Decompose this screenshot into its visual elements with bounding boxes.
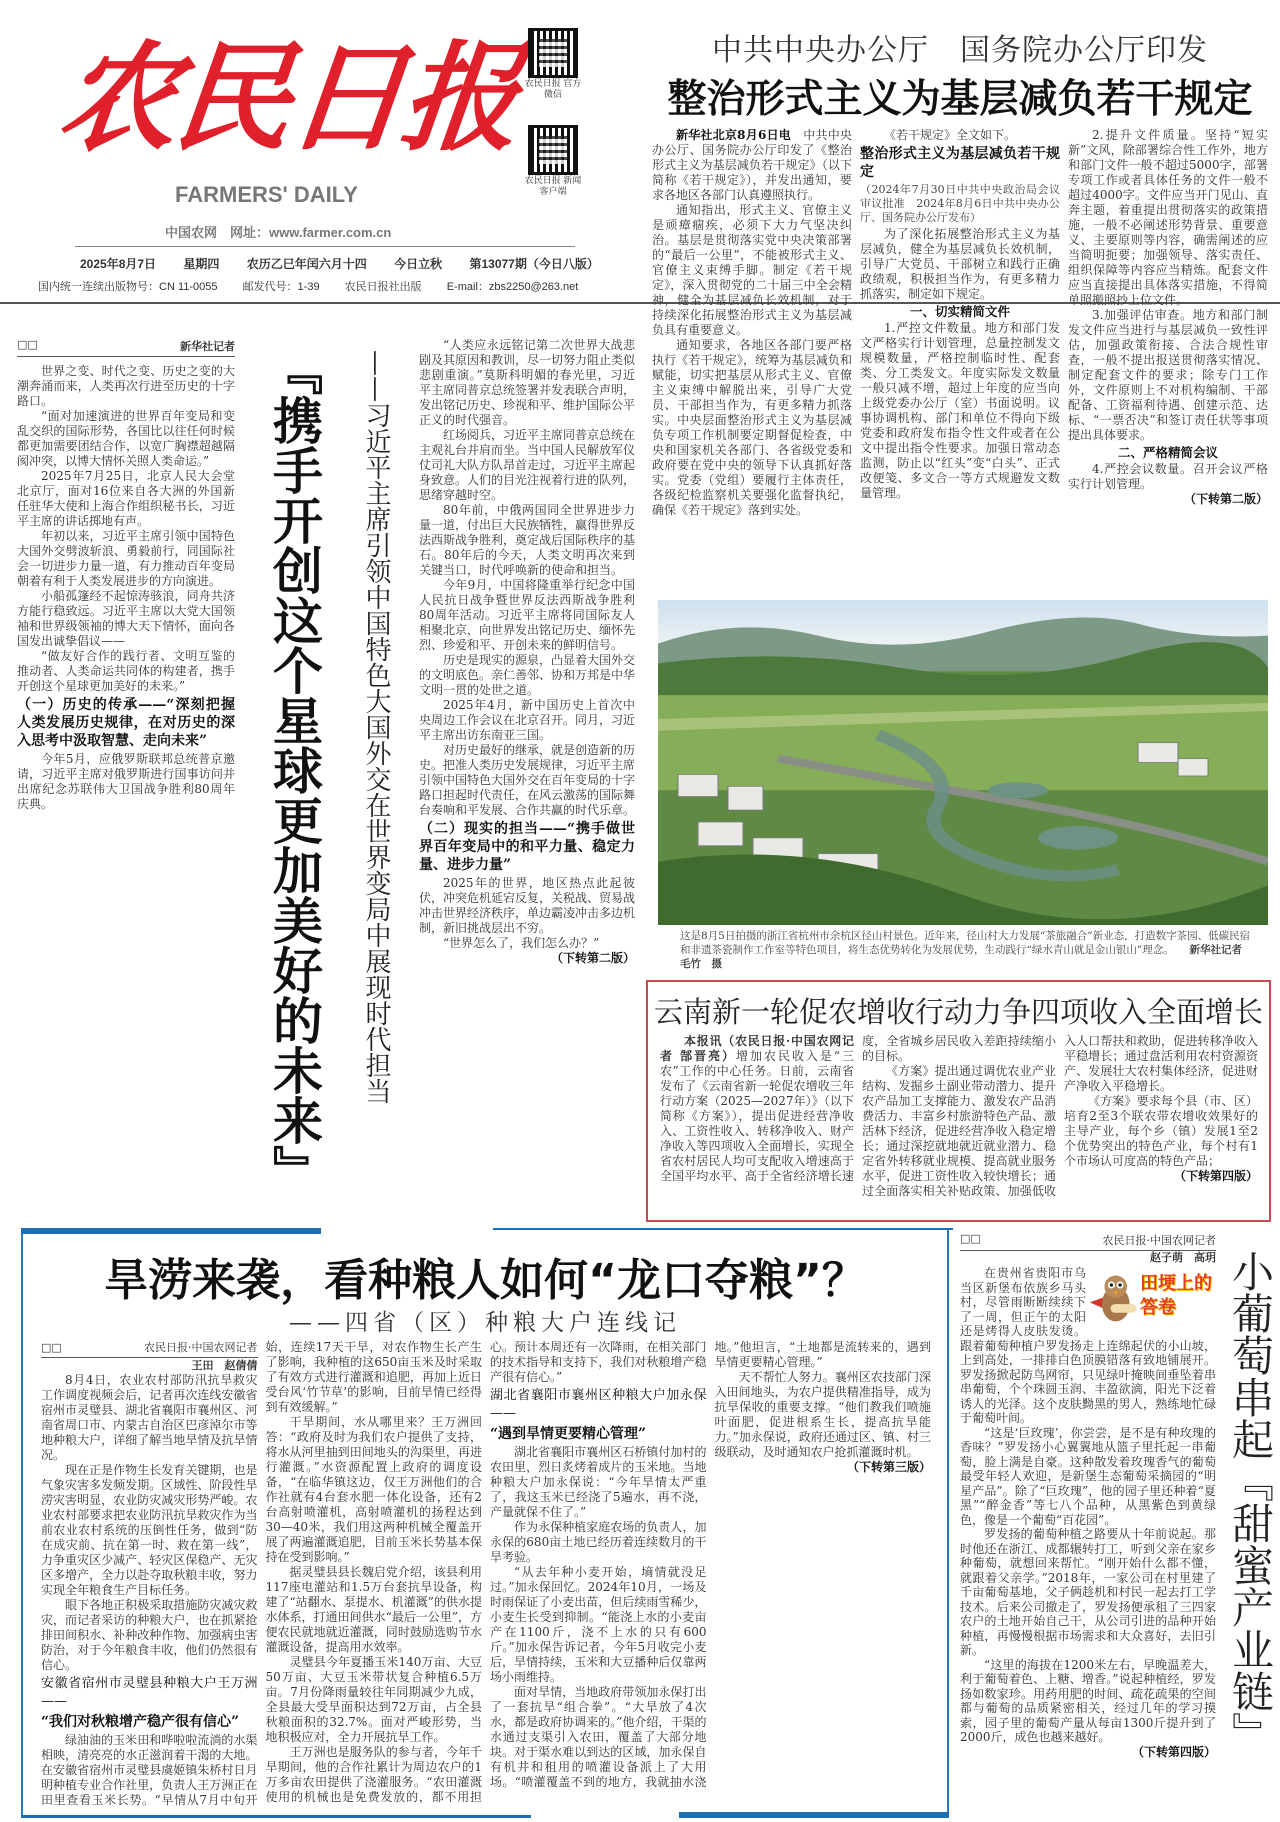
byline-reporters: 赵子萌 高玥 bbox=[1150, 1251, 1216, 1264]
grape-headline[interactable]: 小葡萄串起『甜蜜产业链』 bbox=[1226, 1250, 1275, 1754]
paragraph: “人类应永远铭记第二次世界大战悲剧及其原因和教训，尽一切努力阻止类似悲剧重演。”莫斯科明媚的春光里，习近平主席同普京总统签署并发表联合声明，发出铭记历史、珍视和平、维护国际公平正义的时代强音。 bbox=[419, 338, 635, 427]
village-landscape-photo[interactable] bbox=[658, 600, 1268, 925]
caption-text: 这是8月5日拍摄的浙江省杭州市余杭区径山村景色。近年来，径山村大力发展“茶旅融合”新业态，打造数字茶园、低碳民宿和非遗茶瓷制作工作室等特色项目，将生态优势转化为发展优势，生动践行“绿水青山就是金山银山”理念。 bbox=[680, 930, 1251, 956]
paragraph: 天不帮忙人努力。襄州区农技部门深入田间地头，为农户提供精准指导，成为抗旱保收的重要支撑。“他们教我们喷施叶面肥，促进根系生长，提高抗旱能力。”加永保说，政府还通过区、镇、村三级联动，及时通知农户抢抓灌溉时机。 bbox=[714, 1370, 931, 1459]
paragraph: 为了深化拓展整治形式主义为基层减负，健全为基层减负长效机制，引导广大党员、干部树立和践行正确政绩观，积极担当作为，有更多精力抓落实，制定如下规定。 bbox=[860, 227, 1060, 301]
byline bbox=[41, 1340, 258, 1358]
paragraph: 《方案》提出通过调优农业产业结构、发掘乡土副业带动潜力、提升农产品加工支撑能力、激发农产品消费活力、丰富乡村旅游特色产品、激活林下经济，促进经营净收入稳定增长；通过深挖就地就近就业潜力、稳定省外转移就业规模、提高就业服务水平，促进工资性收入较快增长；通过全面落实相关补贴政策、加强低收入人口帮扶和救助，促进转移净收入平稳增长；通过盘活利用农村资源资产、发展壮大农村集体经济，促进财产净收入平稳增长。 bbox=[862, 1034, 1258, 1198]
lunar-date: 农历乙巳年闰六月十四 bbox=[246, 257, 367, 271]
paragraph: “这里的海拔在1200米左右，早晚温差大，利于葡萄着色、上糖、增香。”说起种植经，罗发扬如数家珍。用药用肥的时间、疏花疏果的空间都与葡萄的品质紧密相关，经过几年的学习摸索，园子里的葡萄产量从每亩1300斤提升到了2000斤，成色也越来越好。 bbox=[960, 1657, 1216, 1744]
publisher: 农民日报社出版 bbox=[344, 281, 422, 293]
paragraph: “从去年种小麦开始，墒情就没足过。”加永保回忆。2024年10月，一场及时雨保证了小麦出苗，但后续雨雪稀少，小麦生长受到抑制。“能浇上水的小麦亩产在1100斤，浇不上水的只有600斤。”加永保告诉记者，今年5月收完小麦后，旱情持续，玉米和大豆播种后仅靠两场小雨维持。 bbox=[490, 1565, 707, 1684]
top-article-body bbox=[652, 128, 1268, 596]
paragraph: 历史是现实的源泉，凸显着大国外交的文明底色。亲仁善邻、协和万邦是中华文明一贯的处世之道。 bbox=[419, 653, 635, 697]
dateline: 新华社北京8月6日电 bbox=[676, 128, 792, 142]
paragraph: 世界之变、时代之变、历史之变的大潮奔涌而来，人类再次行进至历史的十字路口。 bbox=[17, 364, 235, 408]
left-article-col2 bbox=[419, 338, 635, 1208]
paragraph: 2025年4月，新中国历史上首次中央周边工作会议在北京召开。同月，习近平主席出访东南亚三国。 bbox=[419, 698, 635, 742]
masthead-english-name: FARMERS' DAILY bbox=[175, 182, 358, 207]
email: E-mail：zbs2250@263.net bbox=[446, 281, 579, 293]
photo-caption bbox=[680, 929, 1260, 971]
paragraph: 湖北省襄阳市襄州区石桥镇付加村的农田里，烈日炙烤着成片的玉米地。当地种粮大户加永保说：“今年旱情太严重了，我这玉米已经浇了5遍水，再不浇，产量就保不住了。” bbox=[490, 1445, 707, 1519]
badge-spacer bbox=[1086, 1266, 1216, 1332]
section-heading: 二、严格精简会议 bbox=[1117, 445, 1218, 460]
paragraph: 现在正是作物生长发育关键期，也是气象灾害多发频发期。区域性、阶段性旱涝灾害明显，农业防灾减灾形势严峻。农业农村部要求把农业防汛抗旱救灾作为当前农业农村系统的压倒性任务，做到“防在成灾前、抗在第一时、救在第一线”，力争重灾区少减产、轻灾区保稳产、无灾区多增产，全力以赴夺取秋粮丰收，努力实现全年粮食生产目标任务。 bbox=[41, 1463, 258, 1597]
paragraph: 干旱期间，水从哪里来？王万洲回答：“政府及时为我们农户提供了支持，将水从河里抽到田间地头的沟渠里，再进行灌溉。”水资源配置上政府的调度设备，“在临华镇这边，仅王万洲他们的合作社就有4台套水肥一体化设备，还有2台高射喷灌机，高射喷灌机的扬程达到30—40米，我们用这两种机械全覆盖开展了两遍灌溉追肥，目前玉米长势基本保持在受到影响。” bbox=[265, 1415, 482, 1564]
paragraph: 据灵璧县县长魏启党介绍，该县利用117座电灌站和1.5万台套抗旱设备，构建了“站翻水、泵提水、机灌溉”的供水提水体系，打通田间供水“最后一公里”，方便农民就地就近灌溉，同时鼓励选购节水灌溉设备，提高用水效率。 bbox=[265, 1565, 482, 1654]
badge-label: 田埂上的答卷 bbox=[1140, 1273, 1212, 1318]
accent-bar bbox=[679, 1812, 949, 1818]
paragraph: 通知指出，形式主义、官僚主义是顽瘴痼疾，必须下大力气坚决纠治。基层是贯彻落实党中央决策部署的“最后一公里”，不能被形式主义、官僚主义束缚手脚。制定《若干规定》，深入贯彻党的二十届三中全会精神，健全为基层减负长效机制，对于持续深化拓展整治形式主义为基层减负具有重要意义。 bbox=[652, 203, 852, 337]
grape-body bbox=[960, 1266, 1216, 1818]
qr-label: 农民日报 官方微信 bbox=[524, 78, 582, 99]
drought-subtitle: ——四省（区）种粮大户连线记 bbox=[289, 1310, 681, 1336]
byline-agency: 农民日报·中国农网记者 bbox=[1102, 1234, 1216, 1247]
paragraph: 红场阅兵，习近平主席同普京总统在主观礼台并肩而坐。当中国人民解放军仪仗司礼大队方队昂首走过，习近平主席起身致意。人们的目光注视着行进的队列，思绪穿越时空。 bbox=[419, 428, 635, 502]
yunnan-headline[interactable]: 云南新一轮促农增收行动力争四项收入全面增长 bbox=[653, 995, 1263, 1029]
paragraph: 眼下各地正积极采取措施防灾减灾救灾，而记者采访的种粮大户，也在抓紧抢排田间积水、补种改种作物、加强病虫害防治，对于今年粮食丰收，他们仍然很有信心。 bbox=[41, 1598, 258, 1672]
continued-note[interactable]: （下转第四版） bbox=[1173, 1169, 1258, 1183]
landscape-image bbox=[658, 600, 1268, 925]
paragraph: 2.提升文件质量。坚持“短实新”文风，除部署综合性工作外，地方和部门文件一般不超过5000字，部署专项工作或者具体任务的文件一般不超过4000字。文件应当开门见山、直奔主题，着重提出贯彻落实的政策措施，一般不必阐述形势背景、重要意义、主要原则等内容，确需阐述的应当简明扼要；加强领导、落实责任、组织保障等内容应当精炼。配套文件应当直接提出具体落实措施，不得简单照搬照抄上位文件。 bbox=[1068, 128, 1268, 307]
accent-bar bbox=[493, 1228, 953, 1230]
left-article-subtitle: ——习近平主席引领中国特色大国外交在世界变局中展现时代担当 bbox=[361, 350, 391, 1104]
paragraph: 对历史最好的继承，就是创造新的历史。把准人类历史发展规律，习近平主席引领中国特色大国外交在百年变局的十字路口担起时代责任，在风云激荡的国际舞台奏响和平发展、合作共赢的时代乐章。 bbox=[419, 743, 635, 817]
qr-app[interactable] bbox=[524, 125, 583, 197]
paragraph: 2025年的世界，地区热点此起彼伏，冲突危机延宕反复，关税战、贸易战冲击世界经济秩序，单边霸凌冲击多边机制，新旧挑战层出不穷。 bbox=[419, 876, 635, 935]
paragraph: “这是‘巨玫瑰’，你尝尝，是不是有种玫瑰的香味？”罗发扬小心翼翼地从篮子里托起一串葡萄，脸上满是自豪。这种散发着玫瑰香气的葡萄最受年轻人欢迎，是新堡生态葡萄采摘园的“明星产品”。除了“巨玫瑰”，他的园子里还种着“夏黑”“醉金香”等七八个品种，从黑紫色到黄绿色，像是一个葡萄“百花园”。 bbox=[960, 1425, 1216, 1527]
paragraph: 80年前，中俄两国同全世界进步力量一道，付出巨大民族牺牲，赢得世界反法西斯战争胜利，奠定战后国际秩序的基石。80年后的今天，人类文明再次来到关键当口，时代呼唤新的使命和担当。 bbox=[419, 503, 635, 577]
paragraph: 《若干规定》全文如下。 bbox=[884, 128, 1017, 142]
website-line: 中国农网 网址：www.farmer.com.cn bbox=[165, 225, 392, 240]
section-heading: 湖北省襄阳市襄州区种粮大户加永保—— bbox=[490, 1388, 707, 1421]
paragraph: 王万洲也是服务队的参与者，今年千旱期间，他的合作社累计为周边农户的1万多亩农田提供了浇灌服务。“农田灌溉使用的机械也是免费发放的，都不用担心。预计本周还有一次降雨，在相关部门的技术指导和支持下，我们对秋粮增产稳产很有信心。” bbox=[265, 1340, 707, 1804]
paragraph: “世界怎么了，我们怎么办？” bbox=[443, 936, 600, 950]
left-article-col1 bbox=[17, 364, 235, 1200]
paragraph: 增加农民收入是“三农”工作的中心任务。日前，云南省发布了《云南省新一轮促农增收三年行动方案（2025—2027年）》（以下简称《方案》），提出促进经营净收入、工资性收入、转移净收入、财产净收入等四项收入全面增长，实现全省农村居民人均可支配收入增速高于全国平均水平、高于全省经济增长速度，全省城乡居民收入差距持续缩小的目标。 bbox=[660, 1034, 1056, 1183]
continued-note[interactable]: （下转第三版） bbox=[846, 1460, 931, 1474]
paragraph: 4.严控会议数量。召开会议严格实行计划管理。 bbox=[1068, 462, 1268, 491]
date-line bbox=[80, 255, 599, 272]
yunnan-body bbox=[660, 1034, 1258, 1218]
postal-code: 邮发代号：1-39 bbox=[242, 281, 320, 293]
qr-code-icon bbox=[528, 125, 578, 175]
continued-note[interactable]: （下转第二版） bbox=[1183, 492, 1268, 506]
solar-term: 今日立秋 bbox=[394, 257, 443, 271]
byline-agency: 农民日报·中国农网记者 bbox=[144, 1341, 258, 1354]
paragraph: 3.加强评估审查。地方和部门制发文件应当进行与基层减负一致性评估，加强政策衔接、合法合规性审查，一般不提出报送贯彻落实情况、制定配套文件的要求；除专门工作外，文件原则上不对机构编制、干部配备、工资福利待遇、创建示范、达标、“一票否决”和签订责任状等事项提出具体要求。 bbox=[1068, 308, 1268, 442]
paragraph: 绿油油的玉米田和哗啦啦流淌的水渠相映，清亮亮的水正滋润着干渴的大地。在安徽省宿州市灵璧县虞姬镇朱桥村日月明种植专业合作社里，负责人王万洲正在田里查看玉米长势。“早情从7月中旬开始，连续17天干旱，对农作物生长产生了影响，我种植的这650亩玉米及时采取了有效方式进行灌溉和追肥，再加上近日受台风‘竹节草’的影响，目前旱情已经得到有效缓解。” bbox=[41, 1340, 482, 1807]
paragraph: 今年5月，应俄罗斯联邦总统普京邀请，习近平主席对俄罗斯进行国事访问并出席纪念苏联伟大卫国战争胜利80周年庆典。 bbox=[17, 752, 235, 811]
byline-name: □□ bbox=[17, 338, 38, 351]
byline bbox=[17, 338, 235, 357]
byline-reporters: 王田 赵倩倩 bbox=[191, 1359, 258, 1372]
section-heading: （二）现实的担当——“携手做世界百年变局中的和平力量、稳定力量、进步力量” bbox=[419, 821, 635, 873]
photo-credit: 新华社记者 毛竹 摄 bbox=[680, 944, 1253, 970]
paragraph: 通知要求，各地区各部门要严格执行《若干规定》，统筹为基层减负和赋能，切实把基层从形式主义、官僚主义束缚中解脱出来，引导广大党员、干部担当作为，有更多精力抓落实。中央层面整治形式主义为基层减负专项工作机制要定期督促检查，中央和国家机关各部门、各省级党委和政府要在党中央的领导下认真抓好落实。党委（党组）要履行主体责任，各级纪检监察机关要强化监督执纪，确保《若干规定》落到实处。 bbox=[652, 338, 852, 517]
section-heading: 安徽省宿州市灵璧县种粮大户王万洲—— bbox=[41, 1676, 258, 1709]
paragraph: 1.严控文件数量。地方和部门发文严格实行计划管理，总量控制发文规模数量，严格控制临时性、配套类、分工类发文。年度实际发文数量一般只减不增，超过上年度的应当向上级党委办公厅（室）书面说明。议事协调机构、部门和单位不得向下级党委和政府发布指令性文件或者在公文中提出指令性要求。加强日常动态监测，防止以“红头”变“白头”、正式改便笺、多文合一等方式规避发文数量管理。 bbox=[860, 321, 1060, 500]
yunnan-article-box bbox=[646, 980, 1271, 1222]
cn-number: 国内统一连续出版物号：CN 11-0055 bbox=[38, 281, 218, 293]
paragraph: 在贵州省贵阳市乌当区新堡布依族乡马头村，尽管雨断断续续下了一周，但正午的太阳还是烤得人皮肤发烫。跟着葡萄种植户罗发扬走上连绵起伏的小山坡，上到高处，一排排白色顶膜错落有致地铺展开。罗发扬掀起防鸟网帘，只见绿叶掩映间垂坠着串串葡萄，个个珠圆玉润、丰盈欲滴，阳光下泛着诱人的光泽。这个皮肤黝黑的男人，熟练地忙碌于葡萄叶间。 bbox=[960, 1266, 1216, 1425]
paragraph: 作为永保种植家庭农场的负责人，加永保的680亩土地已经历着连续数月的干旱考验。 bbox=[490, 1520, 707, 1564]
drought-article-box bbox=[21, 1228, 949, 1818]
drought-headline[interactable]: 旱涝来袭，看种粮人如何“龙口夺粮”？ bbox=[104, 1255, 866, 1306]
byline-name: □□ bbox=[960, 1232, 981, 1245]
continued-note[interactable]: （下转第二版） bbox=[550, 951, 635, 965]
date: 2025年8月7日 bbox=[80, 257, 157, 271]
divider bbox=[75, 246, 575, 247]
issue-number: 第13077期（今日八版） bbox=[469, 257, 599, 271]
paragraph: “做友好合作的践行者、文明互鉴的推动者、人类命运共同体的构建者，携手开创这个星球更加美好的未来。” bbox=[17, 649, 235, 693]
document-title: 整治形式主义为基层减负若干规定 bbox=[860, 146, 1060, 180]
paragraph: 今年9月，中国将隆重举行纪念中国人民抗日战争暨世界反法西斯战争胜利80周年活动。习近平主席将同国际友人相聚北京，向世界发出铭记历史、缅怀先烈、珍爱和平、开创未来的鲜明信号。 bbox=[419, 578, 635, 652]
article-headline[interactable]: 整治形式主义为基层减负若干规定 bbox=[667, 76, 1253, 122]
qr-label: 农民日报 新闻客户端 bbox=[524, 175, 582, 196]
continued-note[interactable]: （下转第四版） bbox=[1131, 1744, 1216, 1759]
accent-bar bbox=[21, 1228, 321, 1234]
paragraph: 中共中央办公厅、国务院办公厅印发了《整治形式主义为基层减负若干规定》（以下简称《若干规定》），并发出通知，要求各地区各部门认真遵照执行。 bbox=[652, 128, 852, 202]
publication-info bbox=[38, 278, 600, 294]
paragraph: 《方案》要求每个县（市、区）培育2至3个联农带农增收效果好的主导产业，每个乡（镇）发展1至2个优势突出的特色产业，每个村有1个市场认可度高的特色产品； bbox=[1064, 1094, 1258, 1168]
left-article-title[interactable]: 『携手开创这个星球更加美好的未来』 bbox=[265, 345, 324, 1195]
lead: 本报讯（农民日报·中国农网记者 郜晋亮） bbox=[660, 1034, 854, 1063]
paragraph: 8月4日，农业农村部防汛抗旱救灾工作调度视频会后，记者再次连线安徽省宿州市灵璧县、湖北省襄阳市襄州区、河南省周口市、内蒙古自治区巴彦淖尔市等地种粮大户，详细了解当地旱情及抗旱情况。 bbox=[41, 1373, 258, 1462]
qr-wechat[interactable] bbox=[524, 28, 583, 100]
paragraph: 面对旱情，当地政府带领加永保打出了一套抗旱“组合拳”。“大旱放了4次水，都是政府协调来的。”他介绍，干渠的水通过支渠引入农田，覆盖了大部分地块。对于渠水难以到达的区域，加永保自有机井和租用的喷灌设备派上了大用场。“喷灌覆盖不到的地方，我就抽水浇地。”他坦言，“土地都是流转来的，遇到旱情更要精心管理。” bbox=[490, 1340, 931, 1789]
masthead-logo: 农民日报 bbox=[52, 28, 524, 167]
section-heading: 一、切实精简文件 bbox=[909, 304, 1010, 319]
drought-body bbox=[41, 1340, 931, 1812]
paragraph: 年初以来，习近平主席引领中国特色大国外交劈波斩浪、勇毅前行，同国际社会一切进步力量一道，有力推动百年变局朝着有利于人类发展进步的方向演进。 bbox=[17, 529, 235, 588]
paragraph: 2025年7月25日，北京人民大会堂北京厅，面对16位来自各大洲的外国新任驻华大使和上海合作组织秘书长，习近平主席的讲话掷地有声。 bbox=[17, 469, 235, 528]
paragraph: 灵璧县今年夏播玉米140万亩、大豆50万亩、大豆玉米带状复合种植6.5万亩。7月份降雨量较往年同期减少九成，全县最大受旱面积达到72万亩，占全县秋粮面积的32.7%。面对严峻形势，当地积极应对，全力开展抗旱工作。 bbox=[265, 1655, 482, 1744]
paragraph: 小船孤篷经不起惊涛骇浪，同舟共济方能行稳致远。习近平主席以大党大国领袖和世界级领袖的博大天下情怀，面向各国发出诚挚倡议—— bbox=[17, 589, 235, 648]
weekday: 星期四 bbox=[183, 257, 220, 271]
paragraph: “面对加速演进的世界百年变局和变乱交织的国际形势，各国比以往任何时候都更加需要团结合作，以宽广胸襟超越隔阂冲突，以博大情怀关照人类命运。” bbox=[17, 409, 235, 468]
document-note: （2024年7月30日中共中央政治局会议审议批准 2024年8月6日中共中央办公厅、国务院办公厅发布） bbox=[860, 183, 1060, 224]
article-kicker: 中共中央办公厅 国务院办公厅印发 bbox=[712, 33, 1208, 68]
accent-bar bbox=[21, 1815, 531, 1818]
paragraph: 罗发扬的葡萄种植之路要从十年前说起。那时他还在浙江、成都辗转打工，听到父亲在家乡种葡萄，就想回来帮忙。“刚开始什么都不懂，就跟着父亲学。”2018年，一家公司在村里建了千亩葡萄基地，父子俩趁机和村民一起去打工学技术。后来公司撤走了，罗发扬便承租了三四家农户的土地开始自己干，从公司引进的品种开始种植，再慢慢根据市场需求和大众喜好，去旧引新。 bbox=[960, 1527, 1216, 1657]
section-heading: （一）历史的传承——“深刻把握人类发展历史规律，在对历史的深入思考中汲取智慧、走向未来” bbox=[17, 697, 235, 749]
byline-name: □□ bbox=[41, 1341, 62, 1354]
section-heading: “遇到旱情更要精心管理” bbox=[490, 1426, 647, 1442]
byline-agency: 新华社记者 bbox=[180, 340, 235, 353]
section-heading: “我们对秋粮增产稳产很有信心” bbox=[41, 1714, 240, 1730]
qr-code-icon bbox=[528, 28, 578, 78]
